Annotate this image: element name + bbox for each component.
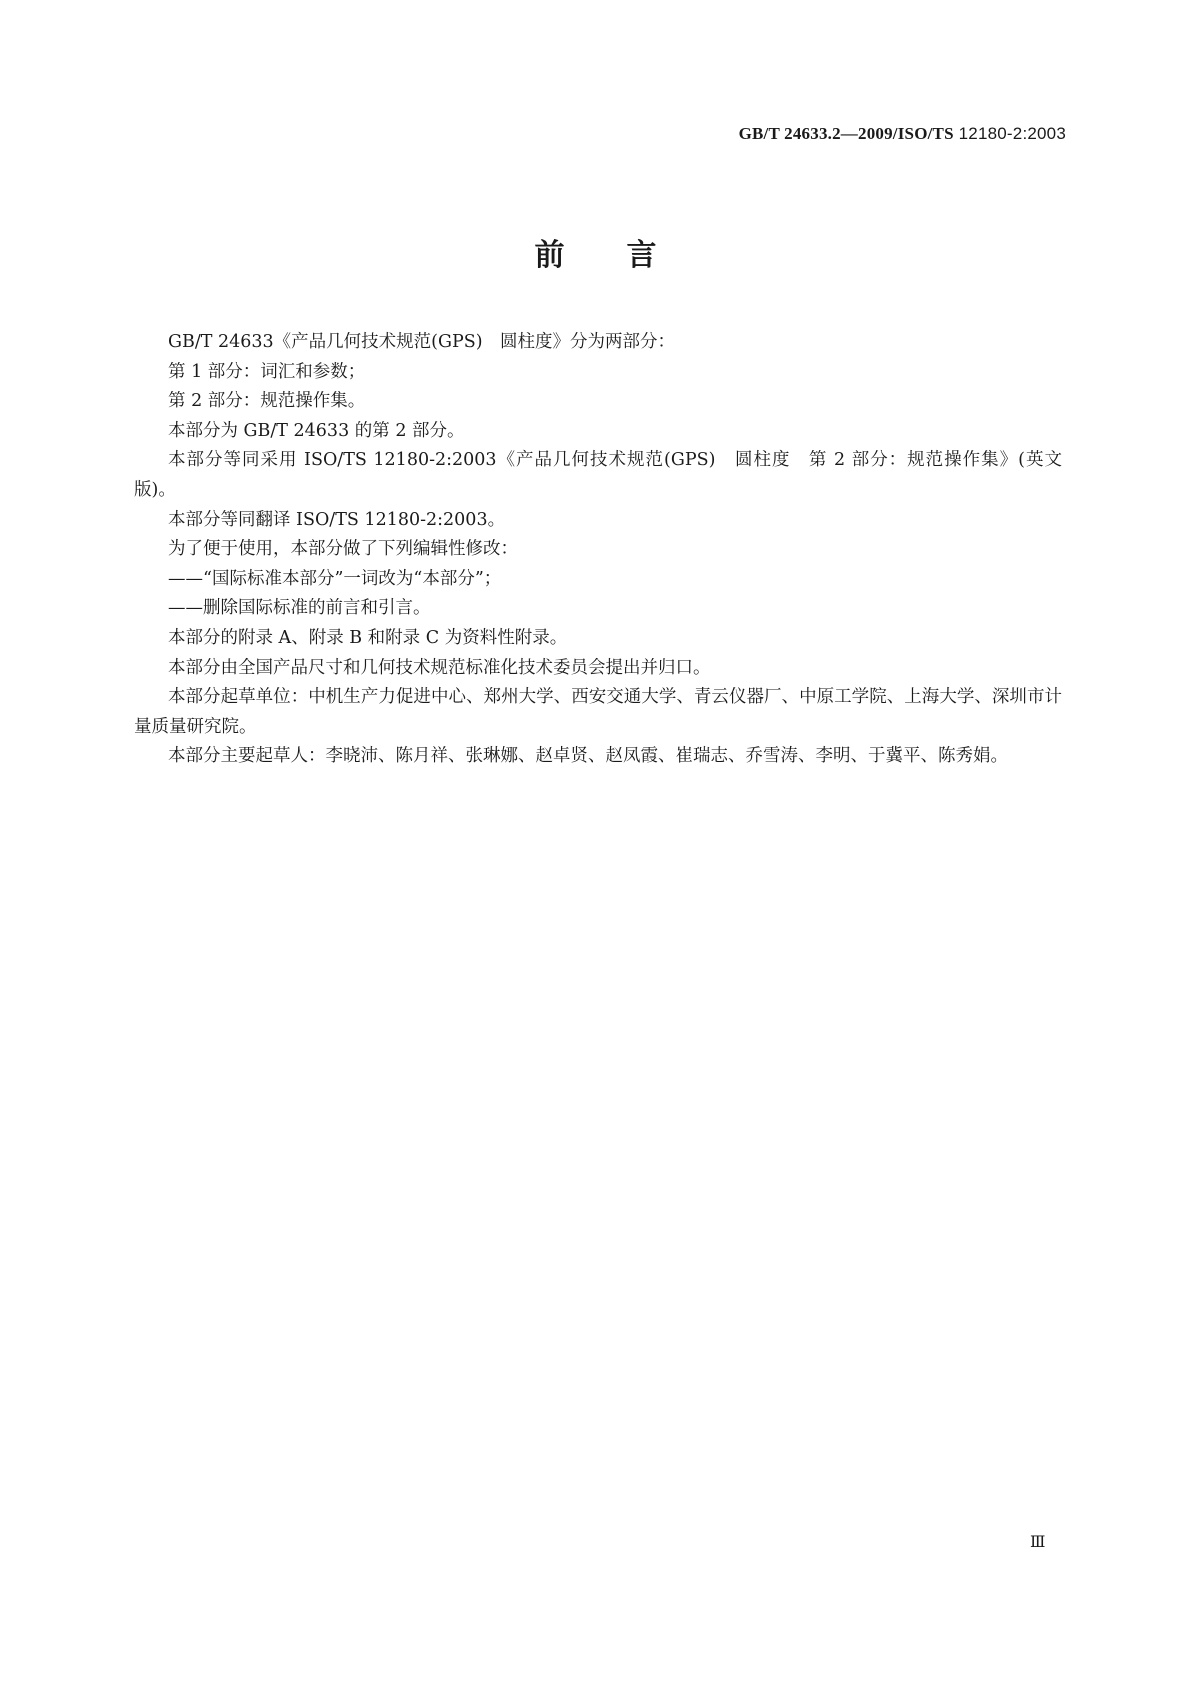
paragraph-translation: 本部分等同翻译 ISO/TS 12180-2:2003。 [168,509,506,530]
paragraph-part-1: 第 1 部分：词汇和参数； [168,361,366,382]
standard-code-plain: 12180-2:2003 [953,124,1066,143]
paragraph-parts-intro: GB/T 24633《产品几何技术规范(GPS) 圆柱度》分为两部分： [168,332,676,352]
paragraph-drafters: 本部分主要起草人：李晓沛、陈月祥、张琳娜、赵卓贤、赵凤霞、崔瑞志、乔雪涛、李明、于冀平、陈秀娟。 [168,746,1008,767]
paragraph-editorial-item-1: ——“国际标准本部分”一词改为“本部分”； [168,568,502,589]
paragraph-this-part: 本部分为 GB/T 24633 的第 2 部分。 [168,420,465,441]
paragraph-drafting-units: 本部分起草单位：中机生产力促进中心、郑州大学、西安交通大学、青云仪器厂、中原工学院、上海大学、深圳市计量质量研究院。 [134,687,1062,737]
paragraph-annexes: 本部分的附录 A、附录 B 和附录 C 为资料性附录。 [168,627,568,648]
paragraph-part-2: 第 2 部分：规范操作集。 [168,391,366,412]
page-number: Ⅲ [1030,1532,1046,1551]
page-title: 前言 [534,238,719,273]
paragraph-editorial-item-2: ——删除国际标准的前言和引言。 [168,598,431,619]
standard-code-bold: GB/T 24633.2—2009/ISO/TS [738,124,954,143]
paragraph-adoption: 本部分等同采用 ISO/TS 12180-2:2003《产品几何技术规范(GPS) 圆柱度 第 2 部分：规范操作集》(英文版)。 [134,450,1062,500]
paragraph-editorial-intro: 为了便于使用，本部分做了下列编辑性修改： [168,539,518,560]
foreword-body [134,328,1062,772]
standard-code-header [739,124,1066,144]
paragraph-proposer: 本部分由全国产品尺寸和几何技术规范标准化技术委员会提出并归口。 [168,657,711,678]
